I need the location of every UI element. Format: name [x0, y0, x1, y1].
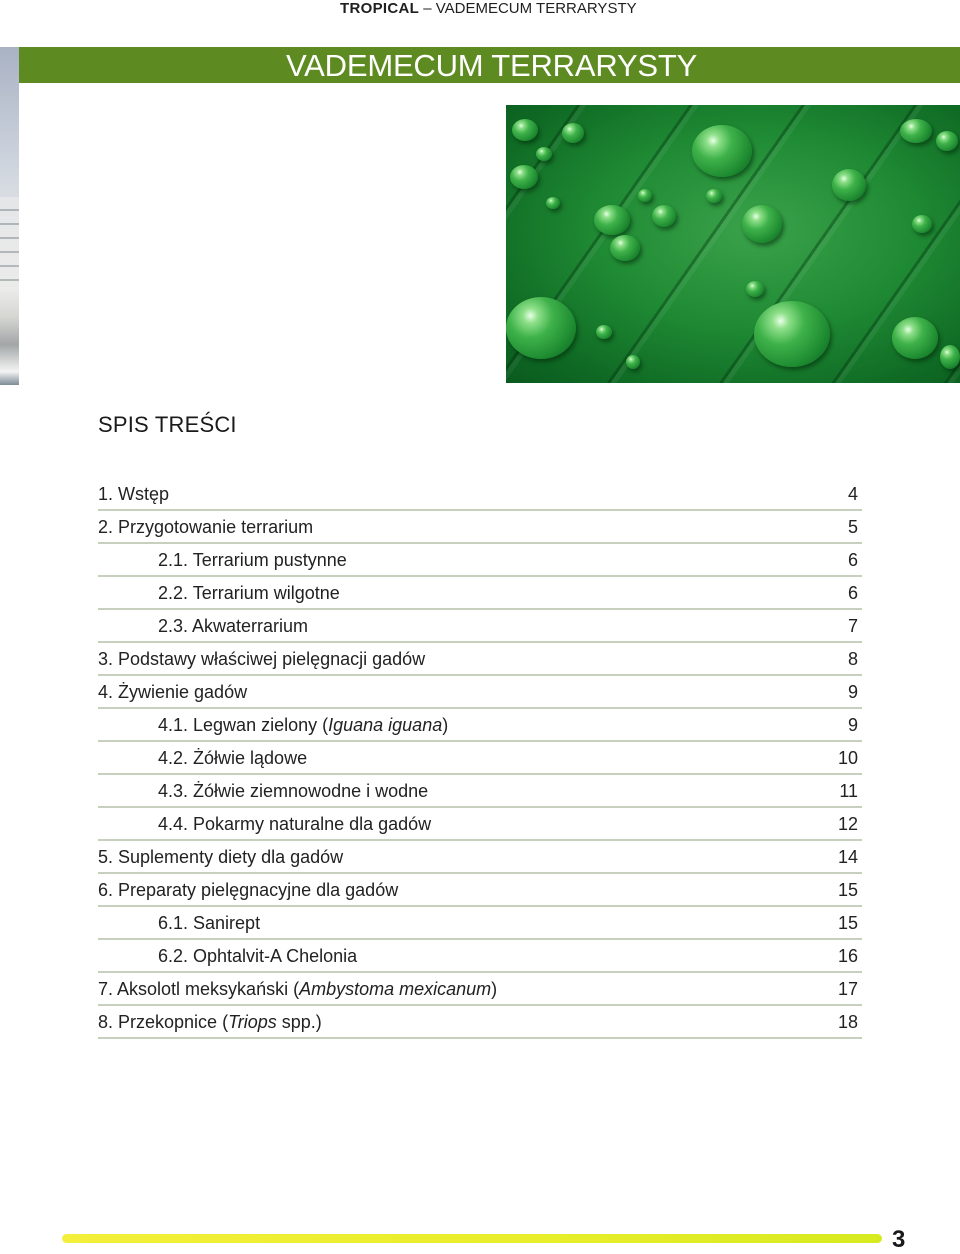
toc-entry[interactable] [98, 874, 862, 907]
toc-entry-label: 4.1. Legwan zielony (Iguana iguana) [158, 715, 449, 735]
water-drop [546, 197, 560, 209]
page-title: VADEMECUM TERRARYSTY [286, 48, 698, 83]
toc-entry[interactable] [98, 841, 862, 874]
footer-accent-bar [62, 1234, 882, 1243]
water-drop [706, 189, 722, 203]
toc-entry[interactable] [98, 511, 862, 544]
toc-entry-label: 8. Przekopnice (Triops spp.) [98, 1012, 322, 1032]
water-drops-leaf-photo [506, 105, 960, 383]
toc-entry-page: 6 [847, 583, 858, 603]
toc-entry[interactable] [98, 907, 862, 940]
toc-entry-label: 4.2. Żółwie lądowe [158, 748, 308, 768]
toc-entry-label: 6. Preparaty pielęgnacyjne dla gadów [98, 880, 399, 900]
water-drop [692, 125, 752, 177]
toc-entry-page: 16 [837, 946, 858, 966]
toc-entry[interactable] [98, 643, 862, 676]
toc-entry-label: 2. Przygotowanie terrarium [98, 517, 314, 537]
toc-entry-label: 1. Wstęp [98, 484, 170, 504]
water-drop [596, 325, 612, 339]
toc-entry-page: 5 [847, 517, 858, 537]
toc-entry-page: 11 [839, 781, 858, 801]
toc-entry-label: 7. Aksolotl meksykański (Ambystoma mexicanum) [98, 979, 498, 999]
water-drop [832, 169, 866, 201]
toc-entry[interactable] [98, 742, 862, 775]
table-of-contents [98, 478, 862, 1039]
toc-entry-label: 6.2. Ophtalvit-A Chelonia [158, 946, 358, 966]
water-drop [912, 215, 932, 233]
toc-entry-page: 12 [837, 814, 858, 834]
water-drop [510, 165, 538, 189]
toc-entry[interactable] [98, 478, 862, 511]
water-drop [754, 301, 830, 367]
water-drop [610, 235, 640, 261]
water-drop [746, 281, 764, 297]
water-drop [512, 119, 538, 141]
toc-entry[interactable] [98, 940, 862, 973]
toc-entry[interactable] [98, 544, 862, 577]
toc-entry[interactable] [98, 610, 862, 643]
water-drop [892, 317, 938, 359]
toc-entry[interactable] [98, 676, 862, 709]
water-drop [742, 205, 782, 243]
toc-entry-page: 17 [837, 979, 858, 999]
toc-entry-label: 4.3. Żółwie ziemnowodne i wodne [158, 781, 429, 801]
water-drop [594, 205, 630, 235]
toc-entry-page: 7 [847, 616, 858, 636]
brand-name: TROPICAL [340, 0, 420, 17]
water-drop [936, 131, 958, 151]
title-band [19, 47, 960, 83]
water-drop [536, 147, 552, 161]
toc-entry-page: 9 [847, 682, 858, 702]
toc-entry[interactable] [98, 775, 862, 808]
toc-entry-page: 9 [847, 715, 858, 735]
water-drop [652, 205, 676, 227]
running-header [340, 0, 660, 18]
toc-entry-label: 2.2. Terrarium wilgotne [158, 583, 340, 603]
running-header-title: – VADEMECUM TERRARYSTY [423, 0, 637, 17]
toc-entry-label: 3. Podstawy właściwej pielęgnacji gadów [98, 649, 426, 669]
water-drop [506, 297, 576, 359]
toc-entry-page: 10 [837, 748, 858, 768]
toc-entry-label: 5. Suplementy diety dla gadów [98, 847, 344, 867]
toc-entry[interactable] [98, 808, 862, 841]
toc-entry-page: 6 [847, 550, 858, 570]
toc-heading: SPIS TREŚCI [98, 412, 237, 437]
toc-entry-page: 15 [837, 880, 858, 900]
water-drop [562, 123, 584, 143]
toc-entry-label: 2.1. Terrarium pustynne [158, 550, 347, 570]
water-drop [900, 119, 932, 143]
toc-entry[interactable] [98, 1006, 862, 1039]
page-number: 3 [892, 1226, 906, 1253]
toc-entry[interactable] [98, 709, 862, 742]
building-photo-strip [0, 47, 19, 385]
toc-entry-page: 14 [837, 847, 858, 867]
toc-entry-page: 18 [837, 1012, 858, 1032]
toc-entry-page: 8 [847, 649, 858, 669]
toc-entry-label: 4.4. Pokarmy naturalne dla gadów [158, 814, 432, 834]
toc-entry-page: 15 [837, 913, 858, 933]
water-drop [940, 345, 960, 369]
toc-entry-label: 6.1. Sanirept [158, 913, 261, 933]
toc-entry-label: 4. Żywienie gadów [98, 682, 248, 702]
toc-entry[interactable] [98, 973, 862, 1006]
toc-entry-page: 4 [847, 484, 858, 504]
toc-entry[interactable] [98, 577, 862, 610]
water-drop [626, 355, 640, 369]
toc-entry-label: 2.3. Akwaterrarium [158, 616, 309, 636]
water-drop [638, 189, 652, 202]
